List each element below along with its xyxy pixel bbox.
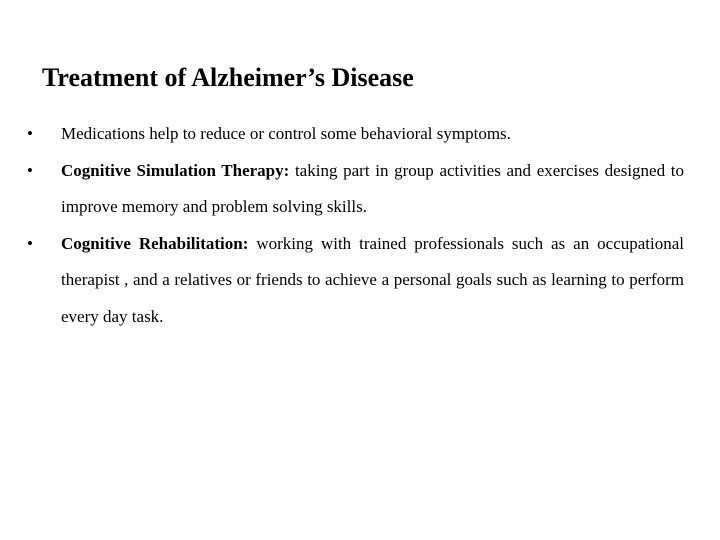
bullet-text xyxy=(61,116,684,153)
bullet-body: Medications help to reduce or control some behavioral symptoms. xyxy=(61,124,511,143)
bullet-body: taking part in group activities and exercises designed to improve memory and problem solving skills. xyxy=(61,160,684,216)
bullet-dot-icon: • xyxy=(27,124,33,143)
bullet-item-cognitive-simulation xyxy=(24,153,684,226)
bullet-item-cognitive-rehabilitation xyxy=(24,226,684,336)
bullet-list xyxy=(24,116,684,335)
bullet-body: working with trained professionals such as an occupational therapist , and a relatives or friends to achieve a personal goals such as learning to perform every day task. xyxy=(61,233,684,326)
bullet-dot-icon: • xyxy=(27,160,33,180)
bullet-item-medications xyxy=(24,116,684,153)
bullet-lead: Cognitive Simulation Therapy: xyxy=(61,160,290,180)
bullet-text xyxy=(61,226,684,336)
slide-title: Treatment of Alzheimer’s Disease xyxy=(42,63,414,92)
bullet-lead: Cognitive Rehabilitation: xyxy=(61,233,249,253)
bullet-text xyxy=(61,153,684,226)
bullet-dot-icon: • xyxy=(27,233,33,253)
